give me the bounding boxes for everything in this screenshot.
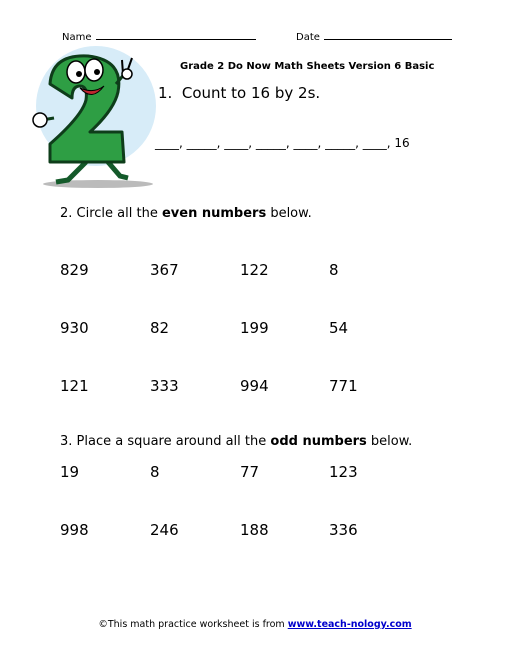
- date-blank-line[interactable]: [324, 30, 452, 40]
- number-cell[interactable]: 8: [329, 261, 339, 279]
- name-field: [62, 30, 256, 43]
- name-label: Name: [62, 32, 92, 43]
- number-cell[interactable]: 333: [150, 377, 179, 395]
- footer-text: ©This math practice worksheet is from: [98, 619, 288, 630]
- number-cell[interactable]: 994: [240, 377, 269, 395]
- question-1: [158, 84, 320, 102]
- number-cell[interactable]: 77: [240, 463, 260, 481]
- count-blanks[interactable]: ____, _____, ____, _____, ____, _____, ____, 16: [155, 136, 410, 150]
- footer: [0, 619, 510, 630]
- date-field: [296, 30, 452, 43]
- number-cell[interactable]: 829: [60, 261, 89, 279]
- question-3-suffix: below.: [366, 434, 413, 449]
- number-cell[interactable]: 122: [240, 261, 269, 279]
- number-cell[interactable]: 199: [240, 319, 269, 337]
- question-2-prefix: 2. Circle all the: [60, 206, 162, 221]
- question-3-emphasis: odd numbers: [270, 434, 367, 449]
- date-label: Date: [296, 32, 320, 43]
- number-cell[interactable]: 771: [329, 377, 358, 395]
- number-cell[interactable]: 246: [150, 521, 179, 539]
- number-cell[interactable]: 82: [150, 319, 170, 337]
- question-2-emphasis: even numbers: [161, 206, 267, 221]
- question-1-number: 1.: [158, 84, 173, 102]
- number-cell[interactable]: 123: [329, 463, 358, 481]
- question-3-prefix: 3. Place a square around all the: [60, 434, 271, 449]
- question-1-text: Count to 16 by 2s.: [181, 84, 321, 102]
- number-cell[interactable]: 188: [240, 521, 269, 539]
- number-cell[interactable]: 121: [60, 377, 89, 395]
- number-cell[interactable]: 19: [60, 463, 80, 481]
- footer-link[interactable]: www.teach-nology.com: [287, 619, 412, 630]
- question-2: [60, 206, 312, 221]
- number-cell[interactable]: 8: [150, 463, 160, 481]
- number-cell[interactable]: 998: [60, 521, 89, 539]
- number-cell[interactable]: 367: [150, 261, 179, 279]
- name-blank-line[interactable]: [96, 30, 256, 40]
- question-3: [60, 434, 412, 449]
- number-two-mascot-icon: [28, 44, 168, 192]
- number-cell[interactable]: 336: [329, 521, 358, 539]
- page-title: Grade 2 Do Now Math Sheets Version 6 Basic: [180, 61, 435, 72]
- question-2-suffix: below.: [266, 206, 312, 221]
- number-cell[interactable]: 930: [60, 319, 89, 337]
- number-cell[interactable]: 54: [329, 319, 349, 337]
